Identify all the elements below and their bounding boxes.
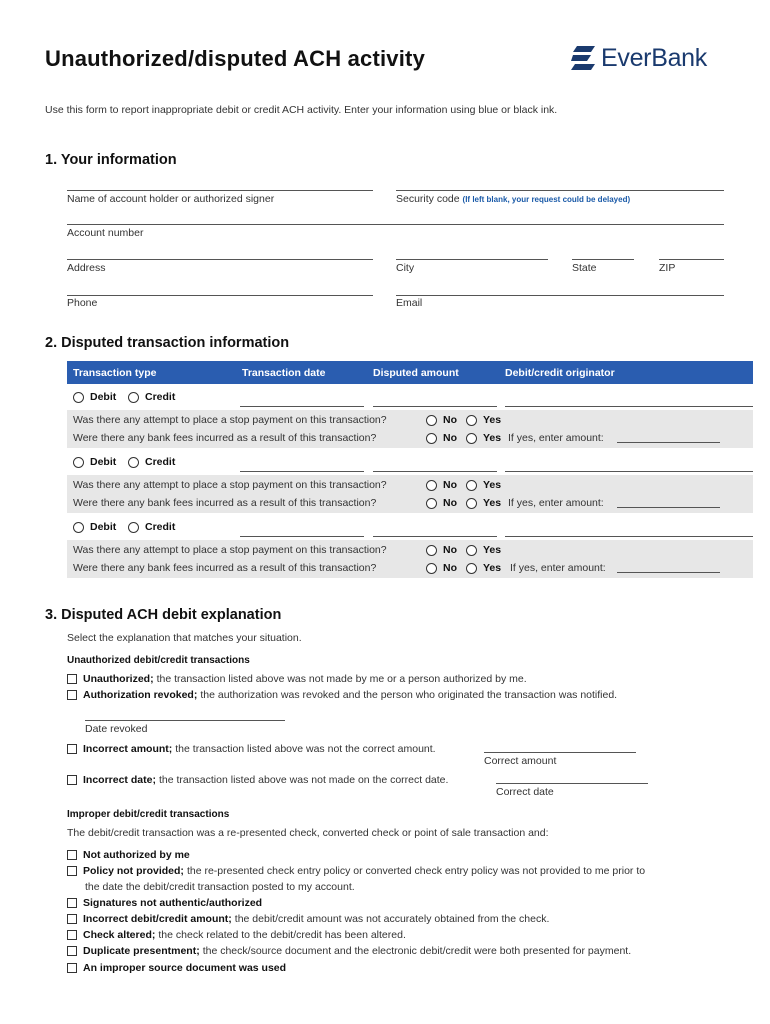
checkbox-icon bbox=[67, 898, 77, 908]
row3-originator-field[interactable] bbox=[505, 536, 753, 537]
row1-stop-question: Was there any attempt to place a stop payment on this transaction? bbox=[73, 414, 387, 426]
city-label: City bbox=[396, 262, 415, 274]
improper-heading: Improper debit/credit transactions bbox=[67, 809, 230, 820]
duplicate-presentment-checkbox[interactable]: Duplicate presentment; the check/source document and the electronic debit/credit were both presented for payment. bbox=[67, 945, 631, 957]
row1-fee-amount-field[interactable] bbox=[617, 442, 720, 443]
row2-fees-yes[interactable]: Yes bbox=[466, 497, 501, 509]
improper-intro: The debit/credit transaction was a re-presented check, converted check or point of sale transaction and: bbox=[67, 827, 549, 839]
row3-credit-radio[interactable]: Credit bbox=[128, 521, 175, 533]
row2-stop-no[interactable]: No bbox=[426, 479, 457, 491]
date-revoked-field[interactable] bbox=[85, 720, 285, 721]
incorrect-debit-credit-amount-checkbox[interactable]: Incorrect debit/credit amount; the debit/credit amount was not accurately obtained from the check. bbox=[67, 913, 549, 925]
row1-fees-yes[interactable]: Yes bbox=[466, 432, 501, 444]
incorrect-amount-checkbox[interactable]: Incorrect amount; the transaction listed above was not the correct amount. bbox=[67, 743, 436, 755]
city-field[interactable] bbox=[396, 259, 548, 260]
row3-debit-radio[interactable]: Debit bbox=[73, 521, 116, 533]
everbank-logo bbox=[571, 44, 707, 72]
row1-fees-no[interactable]: No bbox=[426, 432, 457, 444]
unauthorized-checkbox[interactable]: Unauthorized; the transaction listed above was not made by me or a person authorized by me. bbox=[67, 673, 527, 685]
checkbox-icon bbox=[67, 775, 77, 785]
security-code-text: Security code bbox=[396, 193, 460, 205]
checkbox-icon bbox=[67, 866, 77, 876]
row2-fees-no[interactable]: No bbox=[426, 497, 457, 509]
row2-credit-radio[interactable]: Credit bbox=[128, 456, 175, 468]
row1-fees-question: Were there any bank fees incurred as a result of this transaction? bbox=[73, 432, 377, 444]
row3-fee-amount-field[interactable] bbox=[617, 572, 720, 573]
transaction-table-header bbox=[67, 361, 753, 384]
improper-source-document-checkbox[interactable]: An improper source document was used bbox=[67, 962, 289, 974]
row3-stop-question: Was there any attempt to place a stop payment on this transaction? bbox=[73, 544, 387, 556]
row3-fees-yes[interactable]: Yes bbox=[466, 562, 501, 574]
address-label: Address bbox=[67, 262, 106, 274]
correct-date-label: Correct date bbox=[496, 786, 554, 798]
name-field[interactable] bbox=[67, 190, 373, 191]
date-revoked-label: Date revoked bbox=[85, 723, 148, 735]
signatures-not-authentic-checkbox[interactable]: Signatures not authentic/authorized bbox=[67, 897, 265, 909]
everbank-logo-icon bbox=[571, 46, 597, 70]
row1-credit-radio[interactable]: Credit bbox=[128, 391, 175, 403]
unauthorized-heading: Unauthorized debit/credit transactions bbox=[67, 655, 250, 666]
row2-originator-field[interactable] bbox=[505, 471, 753, 472]
row3-amount-field[interactable] bbox=[373, 536, 497, 537]
row2-stop-yes[interactable]: Yes bbox=[466, 479, 501, 491]
checkbox-icon bbox=[67, 930, 77, 940]
page-title: Unauthorized/disputed ACH activity bbox=[45, 46, 426, 71]
checkbox-icon bbox=[67, 946, 77, 956]
checkbox-icon bbox=[67, 963, 77, 973]
checkbox-icon bbox=[67, 674, 77, 684]
account-number-field[interactable] bbox=[67, 224, 724, 225]
col-transaction-date: Transaction date bbox=[242, 367, 326, 379]
row2-fees-question: Were there any bank fees incurred as a result of this transaction? bbox=[73, 497, 377, 509]
row3-if-yes-label: If yes, enter amount: bbox=[510, 562, 606, 574]
row3-stop-yes[interactable]: Yes bbox=[466, 544, 501, 556]
email-label: Email bbox=[396, 297, 423, 309]
security-code-label bbox=[396, 193, 630, 205]
email-field[interactable] bbox=[396, 295, 724, 296]
row1-debit-radio[interactable]: Debit bbox=[73, 391, 116, 403]
row2-if-yes-label: If yes, enter amount: bbox=[508, 497, 604, 509]
row2-debit-radio[interactable]: Debit bbox=[73, 456, 116, 468]
row2-date-field[interactable] bbox=[240, 471, 364, 472]
col-disputed-amount: Disputed amount bbox=[373, 367, 459, 379]
row1-date-field[interactable] bbox=[240, 406, 364, 407]
row3-stop-no[interactable]: No bbox=[426, 544, 457, 556]
row1-stop-yes[interactable]: Yes bbox=[466, 414, 501, 426]
check-altered-checkbox[interactable]: Check altered; the check related to the debit/credit has been altered. bbox=[67, 929, 406, 941]
row1-amount-field[interactable] bbox=[373, 406, 497, 407]
radio-icon bbox=[128, 392, 139, 403]
name-label: Name of account holder or authorized signer bbox=[67, 193, 275, 205]
form-intro: Use this form to report inappropriate debit or credit ACH activity. Enter your information using blue or black ink. bbox=[45, 104, 558, 116]
section-1-heading: 1. Your information bbox=[45, 152, 177, 168]
row1-stop-no[interactable]: No bbox=[426, 414, 457, 426]
security-code-field[interactable] bbox=[396, 190, 724, 191]
checkbox-icon bbox=[67, 690, 77, 700]
section-2-heading: 2. Disputed transaction information bbox=[45, 335, 290, 351]
policy-not-provided-continued: the date the debit/credit transaction posted to my account. bbox=[85, 881, 355, 893]
checkbox-icon bbox=[67, 914, 77, 924]
zip-label: ZIP bbox=[659, 262, 676, 274]
row2-fee-amount-field[interactable] bbox=[617, 507, 720, 508]
col-originator: Debit/credit originator bbox=[505, 367, 615, 379]
zip-field[interactable] bbox=[659, 259, 724, 260]
row1-if-yes-label: If yes, enter amount: bbox=[508, 432, 604, 444]
col-transaction-type: Transaction type bbox=[73, 367, 157, 379]
row2-stop-question: Was there any attempt to place a stop payment on this transaction? bbox=[73, 479, 387, 491]
section-3-heading: 3. Disputed ACH debit explanation bbox=[45, 607, 282, 623]
correct-amount-field[interactable] bbox=[484, 752, 636, 753]
phone-field[interactable] bbox=[67, 295, 373, 296]
correct-date-field[interactable] bbox=[496, 783, 648, 784]
address-field[interactable] bbox=[67, 259, 373, 260]
logo-text: EverBank bbox=[601, 43, 707, 72]
policy-not-provided-checkbox[interactable]: Policy not provided; the re-presented check entry policy or converted check entry policy was not provided to me prior to bbox=[67, 865, 645, 877]
row1-originator-field[interactable] bbox=[505, 406, 753, 407]
authorization-revoked-checkbox[interactable]: Authorization revoked; the authorization was revoked and the person who originated the transaction was notified. bbox=[67, 689, 617, 701]
account-number-label: Account number bbox=[67, 227, 144, 239]
state-field[interactable] bbox=[572, 259, 634, 260]
phone-label: Phone bbox=[67, 297, 98, 309]
row3-date-field[interactable] bbox=[240, 536, 364, 537]
not-authorized-checkbox[interactable]: Not authorized by me bbox=[67, 849, 193, 861]
radio-icon bbox=[73, 392, 84, 403]
state-label: State bbox=[572, 262, 597, 274]
incorrect-date-checkbox[interactable]: Incorrect date; the transaction listed above was not made on the correct date. bbox=[67, 774, 448, 786]
row2-amount-field[interactable] bbox=[373, 471, 497, 472]
checkbox-icon bbox=[67, 850, 77, 860]
checkbox-icon bbox=[67, 744, 77, 754]
row3-fees-question: Were there any bank fees incurred as a result of this transaction? bbox=[73, 562, 377, 574]
section-3-instruction: Select the explanation that matches your situation. bbox=[67, 632, 302, 644]
correct-amount-label: Correct amount bbox=[484, 755, 557, 767]
row3-fees-no[interactable]: No bbox=[426, 562, 457, 574]
security-code-hint: (If left blank, your request could be delayed) bbox=[462, 195, 631, 204]
